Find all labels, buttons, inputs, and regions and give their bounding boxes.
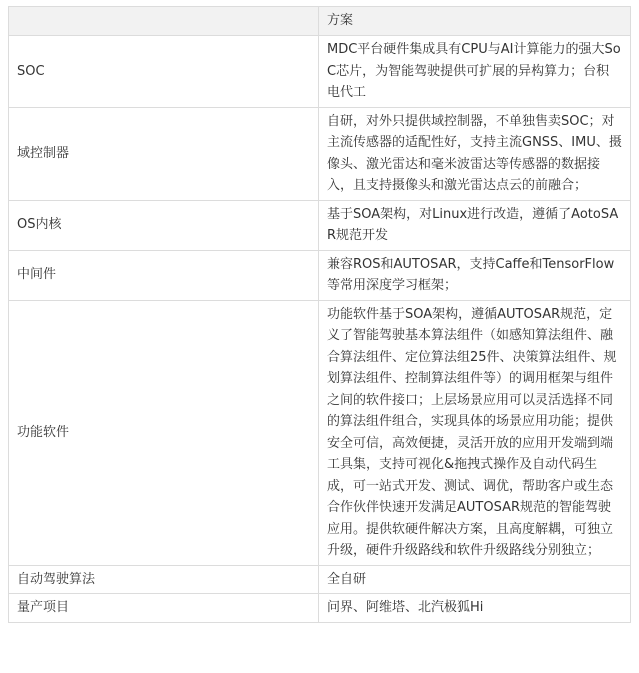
table-row: [9, 594, 631, 623]
row-value: 自研，对外只提供域控制器，不单独售卖SOC；对主流传感器的适配性好，支持主流GNSS、IMU、摄像头、激光雷达和毫米波雷达等传感器的数据接入，且支持摄像头和激光雷达点云的前融合；: [319, 107, 631, 200]
row-label: 功能软件: [9, 300, 319, 565]
table-row: [9, 300, 631, 565]
row-value: 全自研: [319, 565, 631, 594]
row-value: 功能软件基于SOA架构，遵循AUTOSAR规范，定义了智能驾驶基本算法组件（如感知算法组件、融合算法组件、定位算法组25件、决策算法组件、规划算法组件、控制算法组件等）的调用框架与组件之间的软件接口；上层场景应用可以灵活选择不同的算法组件组合，实现具体的场景应用功能；提供安全可信，高效便捷，灵活开放的应用开发端到端工具集，支持可视化&拖拽式操作及自动代码生成，可一站式开发、测试、调优，帮助客户或生态合作伙伴快速开发满足AUTOSAR规范的智能驾驶应用。提供软硬件解决方案，且高度解耦，可独立升级，硬件升级路线和软件升级路线分别独立；: [319, 300, 631, 565]
table-row: [9, 200, 631, 250]
spec-table: [8, 6, 631, 623]
table-row: [9, 107, 631, 200]
row-label: 中间件: [9, 250, 319, 300]
row-label: 自动驾驶算法: [9, 565, 319, 594]
table-header-row: [9, 7, 631, 36]
row-value: 兼容ROS和AUTOSAR，支持Caffe和TensorFlow等常用深度学习框架；: [319, 250, 631, 300]
header-cell-solution: 方案: [319, 7, 631, 36]
row-value: MDC平台硬件集成具有CPU与AI计算能力的强大SoC芯片，为智能驾驶提供可扩展的异构算力；台积电代工: [319, 36, 631, 108]
row-value: 基于SOA架构，对Linux进行改造，遵循了AotoSAR规范开发: [319, 200, 631, 250]
row-label: SOC: [9, 36, 319, 108]
row-label: OS内核: [9, 200, 319, 250]
row-label: 域控制器: [9, 107, 319, 200]
row-label: 量产项目: [9, 594, 319, 623]
table-row: [9, 36, 631, 108]
header-cell-item: [9, 7, 319, 36]
row-value: 问界、阿维塔、北汽极狐Hi: [319, 594, 631, 623]
table-row: [9, 250, 631, 300]
table-row: [9, 565, 631, 594]
spec-table-container: [8, 6, 631, 623]
